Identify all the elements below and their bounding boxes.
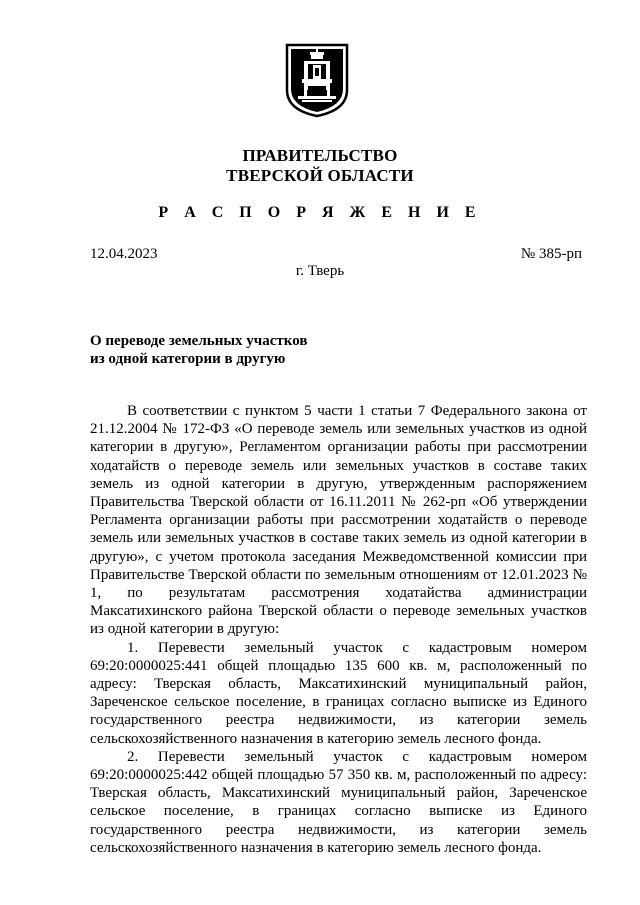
document-date: 12.04.2023	[90, 246, 158, 262]
subject-line1: О переводе земельных участков	[90, 333, 308, 349]
document-body	[90, 402, 587, 857]
clause-1-paragraph: 1. Перевести земельный участок с кадастровым номером 69:20:0000025:441 общей площадью 135 600 кв. м, расположенный по адресу: Тверская область, Максатихинский муниципальный район, Зареченское сельское поселение, в границах согласно выписке из Единого государственного реестра недвижимости, из категории земель сельскохозяйственного назначения в категорию земель лесного фонда.	[90, 639, 587, 747]
clause-2-paragraph: 2. Перевести земельный участок с кадастровым номером 69:20:0000025:442 общей площадью 57 350 кв. м, расположенный по адресу: Тверская область, Максатихинский муниципальный район, Зареченское сельское поселение, в границах согласно выписке из Единого государственного реестра недвижимости, из категории земель сельскохозяйственного назначения в категорию земель лесного фонда.	[90, 748, 587, 856]
government-name-line1: ПРАВИТЕЛЬСТВО	[242, 146, 398, 165]
document-number: № 385-рп	[520, 246, 582, 262]
document-type-title: Р А С П О Р Я Ж Е Н И Е	[158, 204, 482, 221]
subject-line2: из одной категории в другую	[90, 351, 286, 367]
document-city: г. Тверь	[295, 263, 345, 279]
preamble-paragraph: В соответствии с пунктом 5 части 1 статьи 7 Федерального закона от 21.12.2004 № 172-ФЗ «О переводе земель или земельных участков из одной категории в другую», Регламентом организации работы при рассмотрении ходатайств о переводе земель или земельных участков в составе таких земель из одной категории в другую, утвержденным распоряжением Правительства Тверской области от 16.11.2011 № 262-рп «Об утверждении Регламента организации работы при рассмотрении ходатайств о переводе земель или земельных участков в составе таких земель из одной категории в другую», с учетом протокола заседания Межведомственной комиссии при Правительстве Тверской области по земельным отношениям от 12.01.2023 № 1, по результатам рассмотрения ходатайства администрации Максатихинского района Тверской области о переводе земельных участков из одной категории в другую:	[90, 403, 587, 638]
document-subject	[90, 332, 307, 368]
tver-coat-of-arms-icon	[284, 42, 350, 118]
government-name-line2: ТВЕРСКОЙ ОБЛАСТИ	[226, 166, 414, 185]
